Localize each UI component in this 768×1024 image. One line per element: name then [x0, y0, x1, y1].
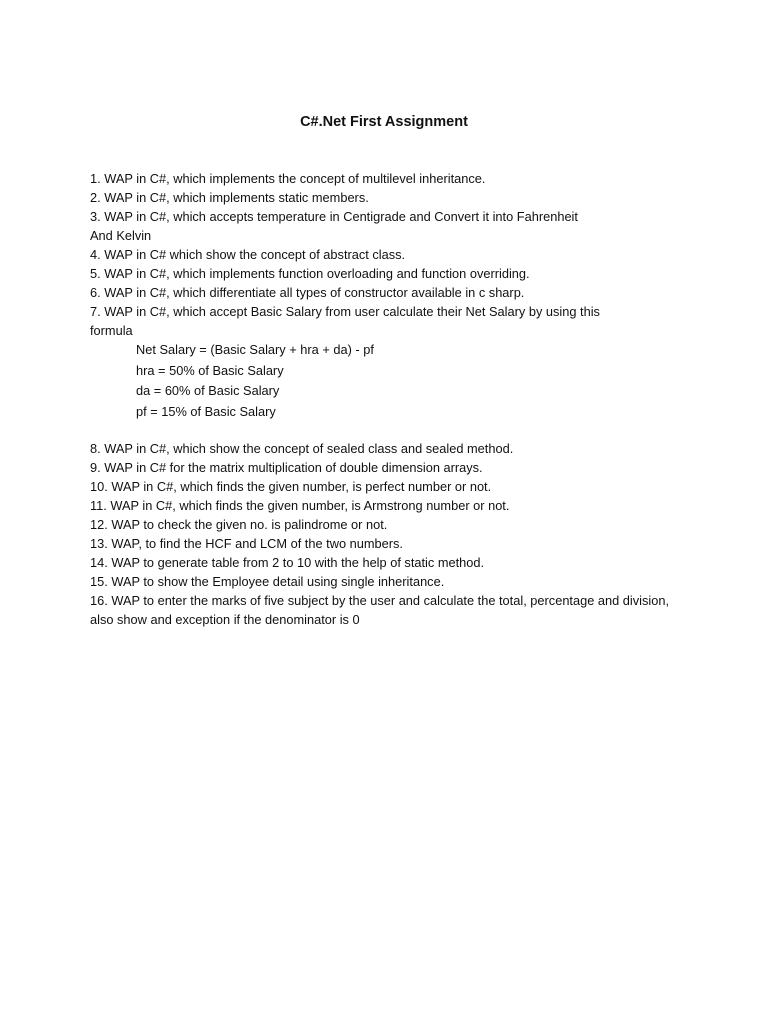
list-item: 6. WAP in C#, which differentiate all types of constructor available in c sharp. [90, 285, 525, 300]
assignment-body [90, 169, 680, 629]
list-item: 15. WAP to show the Employee detail using single inheritance. [90, 574, 445, 589]
list-item-continuation: And Kelvin [90, 228, 152, 243]
formula-line: hra = 50% of Basic Salary [136, 362, 284, 378]
list-item: 11. WAP in C#, which finds the given number, is Armstrong number or not. [90, 498, 510, 513]
list-item: 8. WAP in C#, which show the concept of sealed class and sealed method. [90, 441, 514, 456]
formula-line: Net Salary = (Basic Salary + hra + da) - pf [136, 342, 374, 357]
list-item: 14. WAP to generate table from 2 to 10 with the help of static method. [90, 555, 485, 570]
list-item: 10. WAP in C#, which finds the given number, is perfect number or not. [90, 479, 492, 494]
list-item: 3. WAP in C#, which accepts temperature in Centigrade and Convert it into Fahrenheit [90, 209, 578, 224]
paragraph-gap [90, 422, 680, 439]
list-item-continuation: formula [90, 323, 133, 338]
list-item: 1. WAP in C#, which implements the concept of multilevel inheritance. [90, 171, 486, 186]
list-item: 9. WAP in C# for the matrix multiplication of double dimension arrays. [90, 460, 483, 475]
formula-line: da = 60% of Basic Salary [136, 383, 280, 398]
list-item: 2. WAP in C#, which implements static members. [90, 190, 369, 205]
list-item: 16. WAP to enter the marks of five subject by the user and calculate the total, percentage and division, also show and exception if the denominator is 0 [90, 593, 670, 627]
list-item: 7. WAP in C#, which accept Basic Salary from user calculate their Net Salary by using this [90, 304, 600, 319]
list-item: 13. WAP, to find the HCF and LCM of the two numbers. [90, 536, 403, 551]
list-item: 4. WAP in C# which show the concept of abstract class. [90, 247, 406, 262]
salary-formula [90, 340, 680, 422]
formula-line: pf = 15% of Basic Salary [136, 403, 276, 419]
list-item: 12. WAP to check the given no. is palindrome or not. [90, 517, 388, 532]
document-title: C#.Net First Assignment [300, 114, 468, 130]
list-item: 5. WAP in C#, which implements function overloading and function overriding. [90, 266, 530, 281]
